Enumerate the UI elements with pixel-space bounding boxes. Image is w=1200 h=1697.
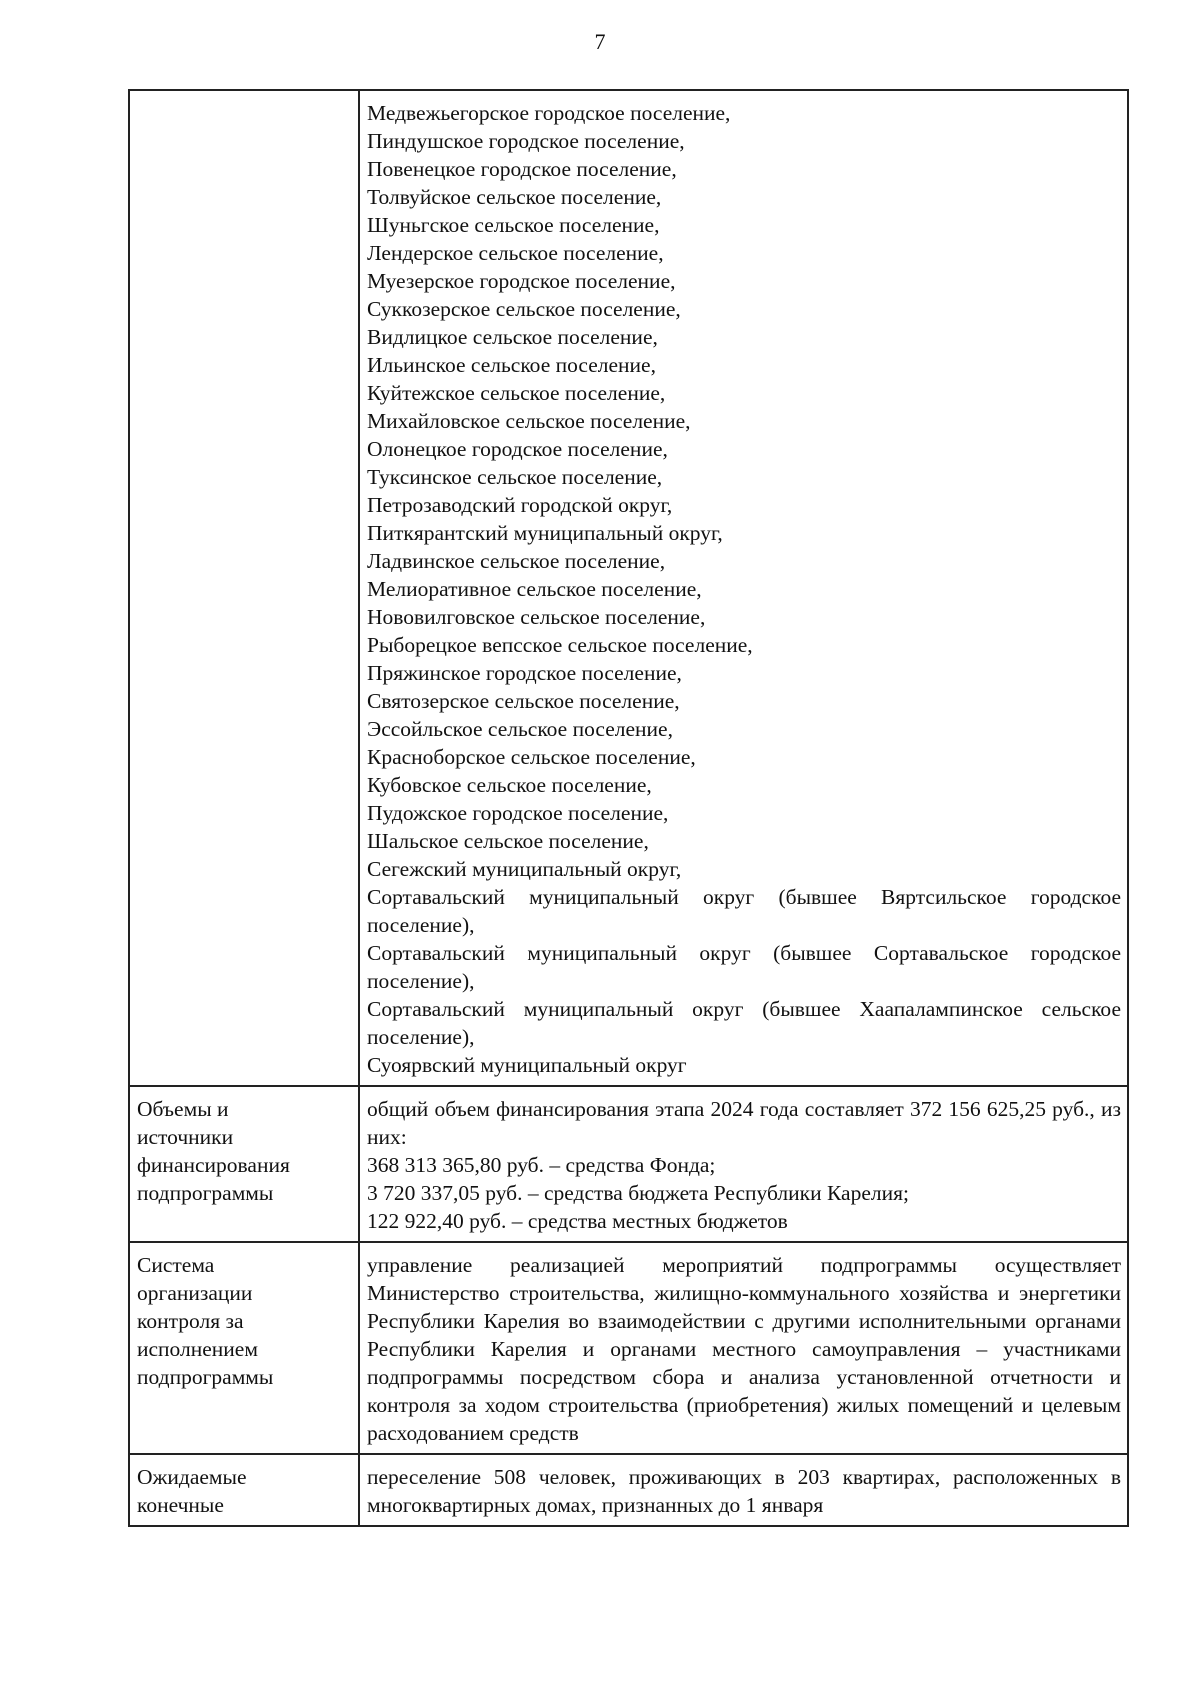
list-item: Красноборское сельское поселение, [367, 745, 696, 769]
list-item: Муезерское городское поселение, [367, 269, 676, 293]
list-item: Куйтежское сельское поселение, [367, 381, 666, 405]
financing-total: общий объем финансирования этапа 2024 года составляет 372 156 625,25 руб., из них: [367, 1097, 1121, 1149]
subprogram-passport-table [128, 89, 1129, 1527]
row-label-line: Ожидаемые [137, 1465, 247, 1489]
list-item: Шальское сельское поселение, [367, 829, 649, 853]
list-item: Мелиоративное сельское поселение, [367, 577, 702, 601]
row-label-line: финансирования [137, 1153, 290, 1177]
row-label-empty [129, 90, 359, 1086]
list-item: Эссойльское сельское поселение, [367, 717, 673, 741]
list-item: Нововилговское сельское поселение, [367, 605, 706, 629]
control-description: управление реализацией мероприятий подпрограммы осуществляет Министерство строительства, жилищно-коммунального хозяйства и энергетики Республики Карелия во взаимодействии с другими исполнительными органами Республики Карелия и органами местного самоуправления – участниками подпрограммы посредством сбора и анализа установленной отчетности и контроля за ходом строительства (приобретения) жилых помещений и целевым расходованием средств [367, 1253, 1121, 1445]
expected-results-description: переселение 508 человек, проживающих в 203 квартирах, расположенных в многоквартирных домах, признанных до 1 января [367, 1465, 1121, 1517]
list-item: Шуньгское сельское поселение, [367, 213, 660, 237]
row-label-line: подпрограммы [137, 1365, 274, 1389]
financing-regional-budget: 3 720 337,05 руб. – средства бюджета Республики Карелия; [367, 1181, 909, 1205]
table-row-expected-results [129, 1454, 1128, 1526]
financing-label [129, 1086, 359, 1242]
list-item: Суоярвский муниципальный округ [367, 1053, 687, 1077]
list-item: Видлицкое сельское поселение, [367, 325, 658, 349]
list-item: Пиндушское городское поселение, [367, 129, 685, 153]
control-label [129, 1242, 359, 1454]
list-item: Святозерское сельское поселение, [367, 689, 680, 713]
expected-results-value [359, 1454, 1128, 1526]
list-item: Сортавальский муниципальный округ (бывшее Хаапалампинское сельское поселение), [367, 997, 1121, 1049]
list-item: Питкярантский муниципальный округ, [367, 521, 723, 545]
table-row-participants [129, 90, 1128, 1086]
list-item: Пряжинское городское поселение, [367, 661, 682, 685]
list-item: Ладвинское сельское поселение, [367, 549, 666, 573]
list-item: Петрозаводский городской округ, [367, 493, 673, 517]
list-item: Сегежский муниципальный округ, [367, 857, 682, 881]
list-item: Суккозерское сельское поселение, [367, 297, 681, 321]
financing-local-budgets: 122 922,40 руб. – средства местных бюджетов [367, 1209, 788, 1233]
list-item: Туксинское сельское поселение, [367, 465, 663, 489]
list-item: Сортавальский муниципальный округ (бывшее Вяртсильское городское поселение), [367, 885, 1121, 937]
list-item: Олонецкое городское поселение, [367, 437, 668, 461]
list-item: Толвуйское сельское поселение, [367, 185, 662, 209]
list-item: Лендерское сельское поселение, [367, 241, 664, 265]
participants-list [359, 90, 1128, 1086]
list-item: Медвежьегорское городское поселение, [367, 101, 731, 125]
list-item: Повенецкое городское поселение, [367, 157, 677, 181]
row-label-line: контроля за [137, 1309, 244, 1333]
row-label-line: источники [137, 1125, 234, 1149]
list-item: Михайловское сельское поселение, [367, 409, 691, 433]
list-item: Кубовское сельское поселение, [367, 773, 652, 797]
financing-fund: 368 313 365,80 руб. – средства Фонда; [367, 1153, 716, 1177]
control-value [359, 1242, 1128, 1454]
row-label-line: Система [137, 1253, 215, 1277]
row-label-line: конечные [137, 1493, 224, 1517]
list-item: Пудожское городское поселение, [367, 801, 669, 825]
list-item: Рыборецкое вепсское сельское поселение, [367, 633, 753, 657]
page-number: 7 [594, 29, 606, 54]
row-label-line: Объемы и [137, 1097, 229, 1121]
financing-value [359, 1086, 1128, 1242]
table-row-financing [129, 1086, 1128, 1242]
row-label-line: подпрограммы [137, 1181, 274, 1205]
list-item: Сортавальский муниципальный округ (бывшее Сортавальское городское поселение), [367, 941, 1121, 993]
list-item: Ильинское сельское поселение, [367, 353, 656, 377]
expected-results-label [129, 1454, 359, 1526]
table-row-control [129, 1242, 1128, 1454]
row-label-line: исполнением [137, 1337, 258, 1361]
row-label-line: организации [137, 1281, 253, 1305]
